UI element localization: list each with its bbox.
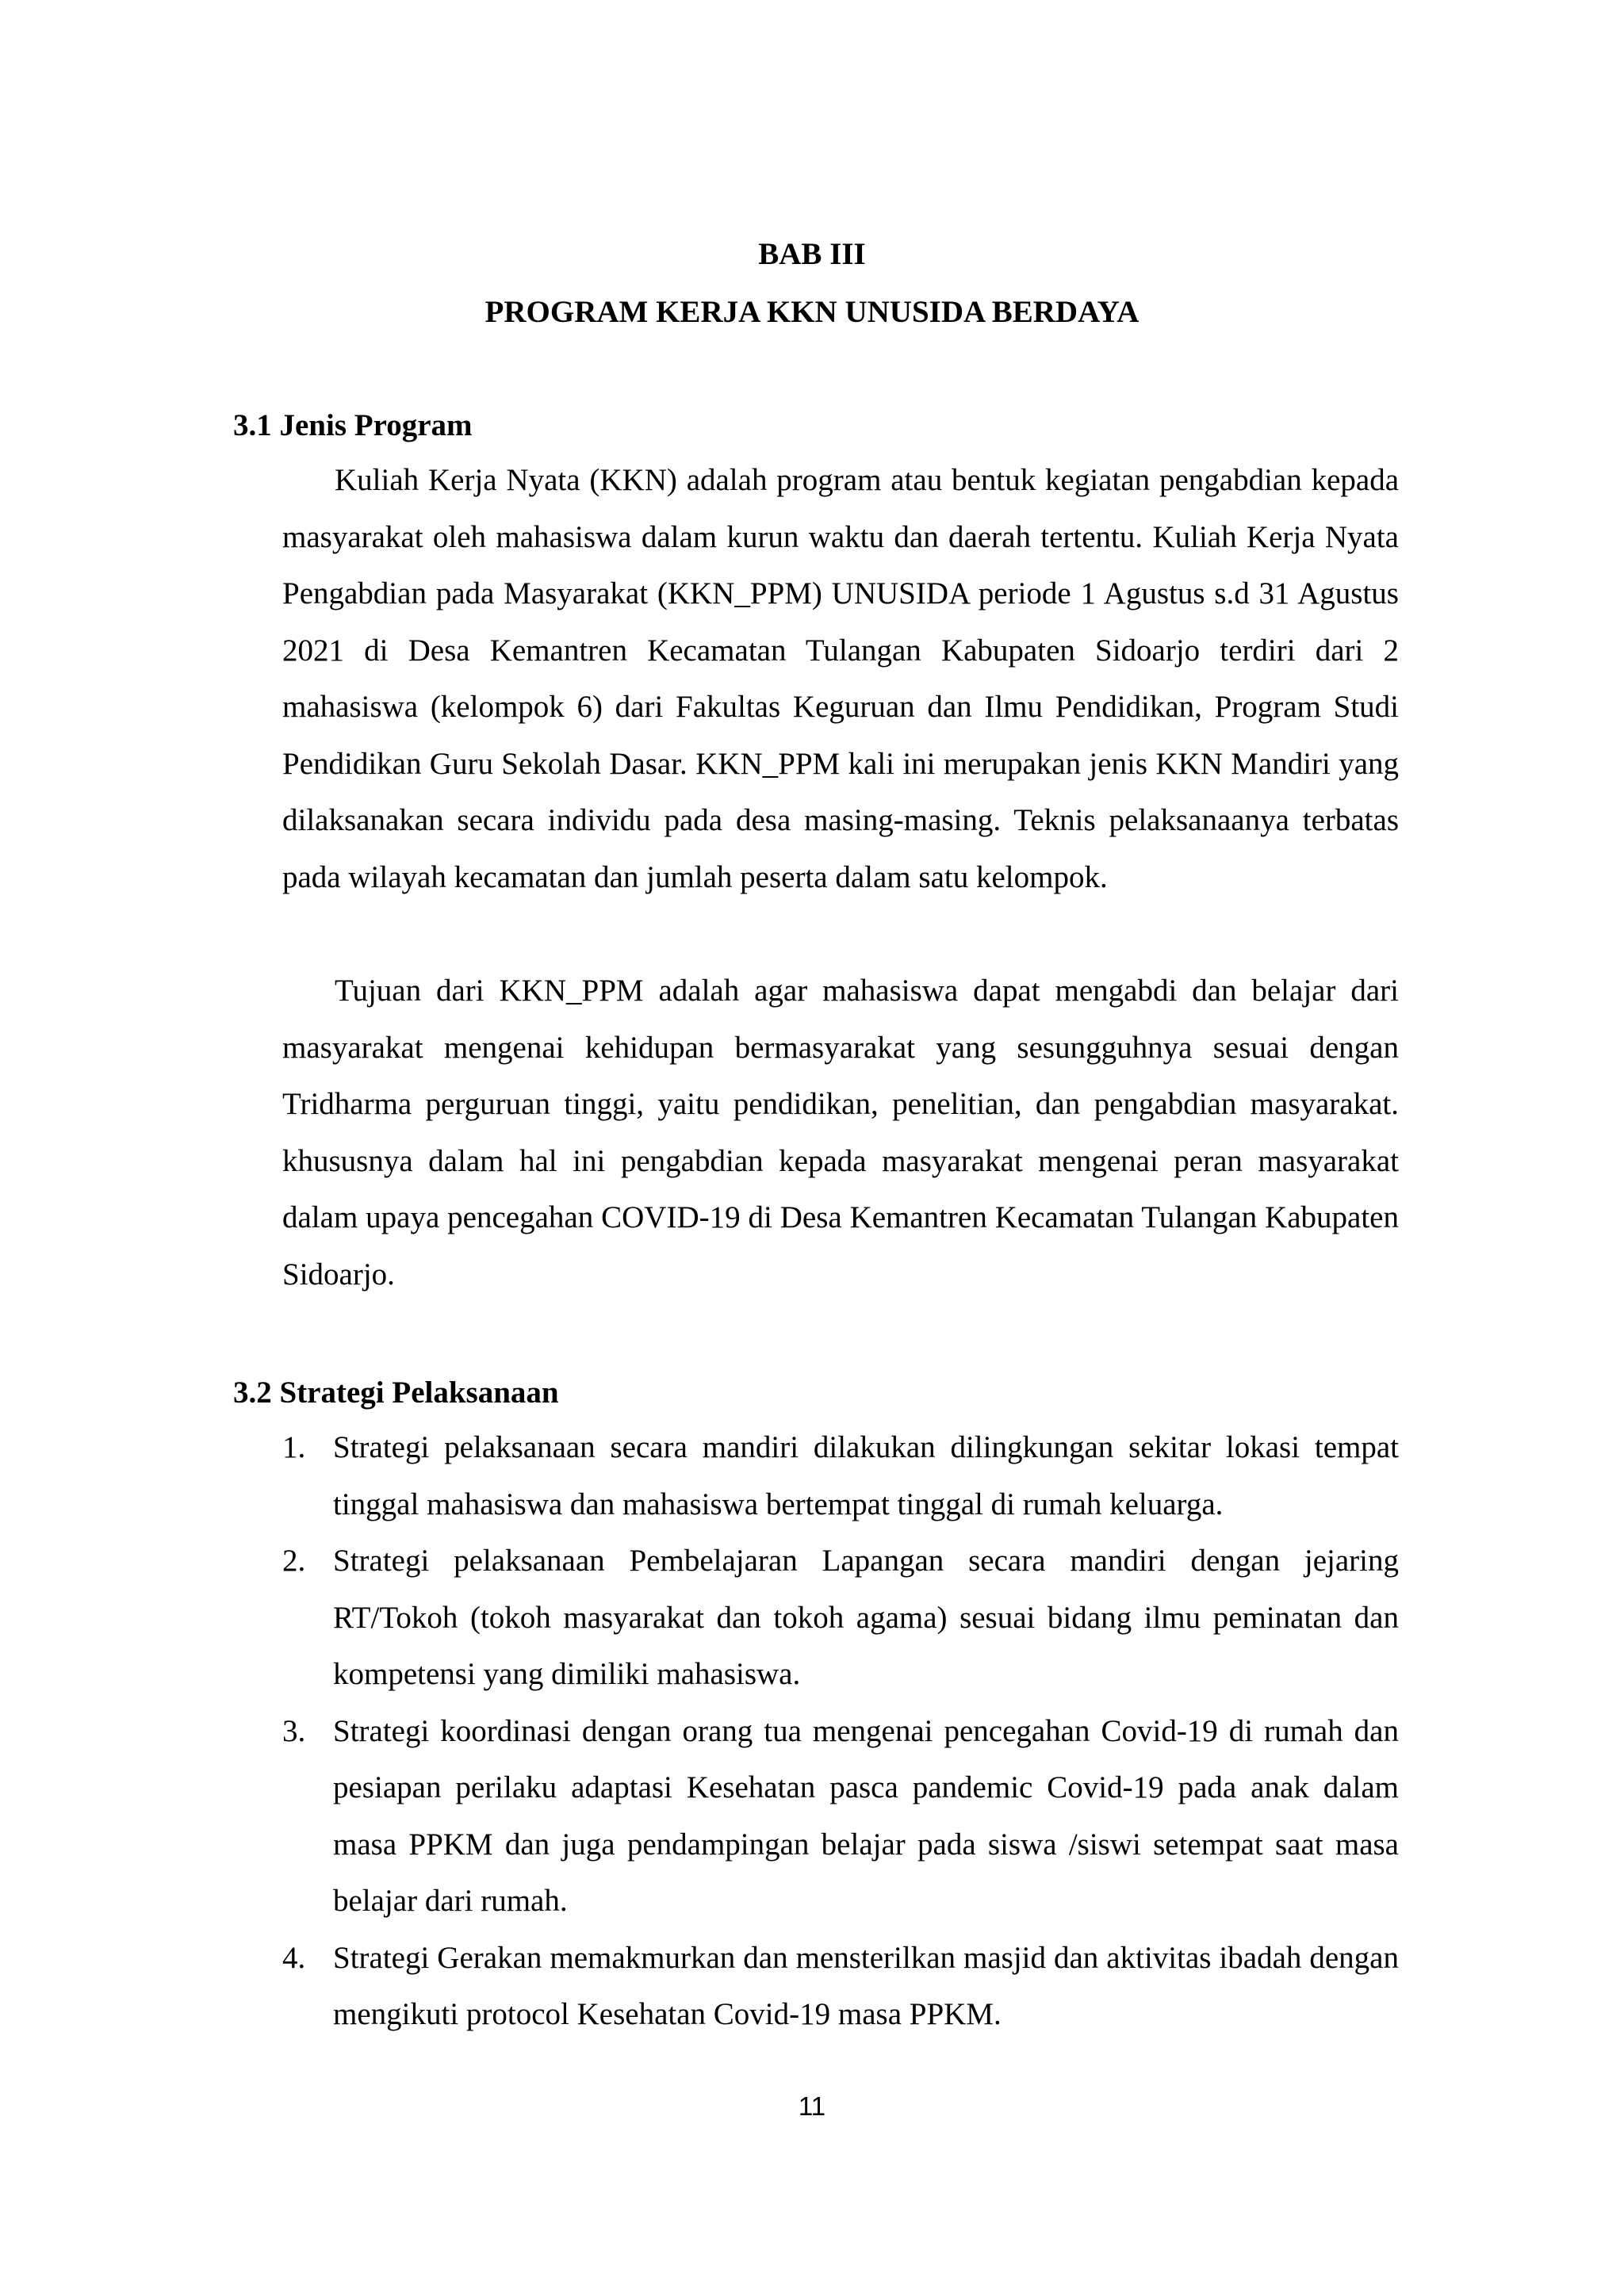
list-item-text: Strategi Gerakan memakmurkan dan mensterilkan masjid dan aktivitas ibadah dengan mengikuti protocol Kesehatan Covid-19 masa PPKM. <box>333 1940 1399 2031</box>
chapter-number: BAB III <box>758 237 866 271</box>
paragraph-jenis-program: Kuliah Kerja Nyata (KKN) adalah program atau bentuk kegiatan pengabdian kepada masyarakat oleh mahasiswa dalam kurun waktu dan daerah tertentu. Kuliah Kerja Nyata Pengabdian pada Masyarakat (KKN_PPM) UNUSIDA periode 1 Agustus s.d 31 Agustus 2021 di Desa Kemantren Kecamatan Tulangan Kabupaten Sidoarjo terdiri dari 2 mahasiswa (kelompok 6) dari Fakultas Keguruan dan Ilmu Pendidikan, Program Studi Pendidikan Guru Sekolah Dasar. KKN_PPM kali ini merupakan jenis KKN Mandiri yang dilaksanakan secara individu pada desa masing-masing. Teknis pelaksanaanya terbatas pada wilayah kecamatan dan jumlah peserta dalam satu kelompok. <box>282 463 1399 894</box>
list-item <box>282 1930 1399 2043</box>
list-item-number: 1. <box>282 1430 306 1464</box>
paragraph-tujuan: Tujuan dari KKN_PPM adalah agar mahasiswa dapat mengabdi dan belajar dari masyarakat mengenai kehidupan bermasyarakat yang sesungguhnya sesuai dengan Tridharma perguruan tinggi, yaitu pendidikan, penelitian, dan pengabdian masyarakat. khususnya dalam hal ini pengabdian kepada masyarakat mengenai peran masyarakat dalam upaya pencegahan COVID-19 di Desa Kemantren Kecamatan Tulangan Kabupaten Sidoarjo. <box>282 974 1399 1292</box>
list-item-number: 3. <box>282 1713 306 1748</box>
list-item <box>282 1703 1399 1930</box>
chapter-title: PROGRAM KERJA KKN UNUSIDA BERDAYA <box>485 295 1139 329</box>
list-item-text: Strategi pelaksanaan Pembelajaran Lapangan secara mandiri dengan jejaring RT/Tokoh (tokoh masyarakat dan tokoh agama) sesuai bidang ilmu peminatan dan kompetensi yang dimiliki mahasiswa. <box>333 1544 1399 1691</box>
list-item-text: Strategi pelaksanaan secara mandiri dilakukan dilingkungan sekitar lokasi tempat tinggal mahasiswa dan mahasiswa bertempat tinggal di rumah keluarga. <box>333 1430 1399 1521</box>
list-item-number: 4. <box>282 1940 306 1975</box>
strategy-list <box>282 1419 1399 2043</box>
list-item <box>282 1419 1399 1533</box>
list-item <box>282 1533 1399 1703</box>
list-item-text: Strategi koordinasi dengan orang tua mengenai pencegahan Covid-19 di rumah dan pesiapan perilaku adaptasi Kesehatan pasca pandemic Covid-19 pada anak dalam masa PPKM dan juga pendampingan belajar pada siswa /siswi setempat saat masa belajar dari rumah. <box>333 1713 1399 1918</box>
section-heading-strategi: 3.2 Strategi Pelaksanaan <box>233 1376 559 1410</box>
page-number: 11 <box>798 2091 826 2121</box>
list-item-number: 2. <box>282 1544 306 1578</box>
section-heading-jenis-program: 3.1 Jenis Program <box>233 408 473 442</box>
